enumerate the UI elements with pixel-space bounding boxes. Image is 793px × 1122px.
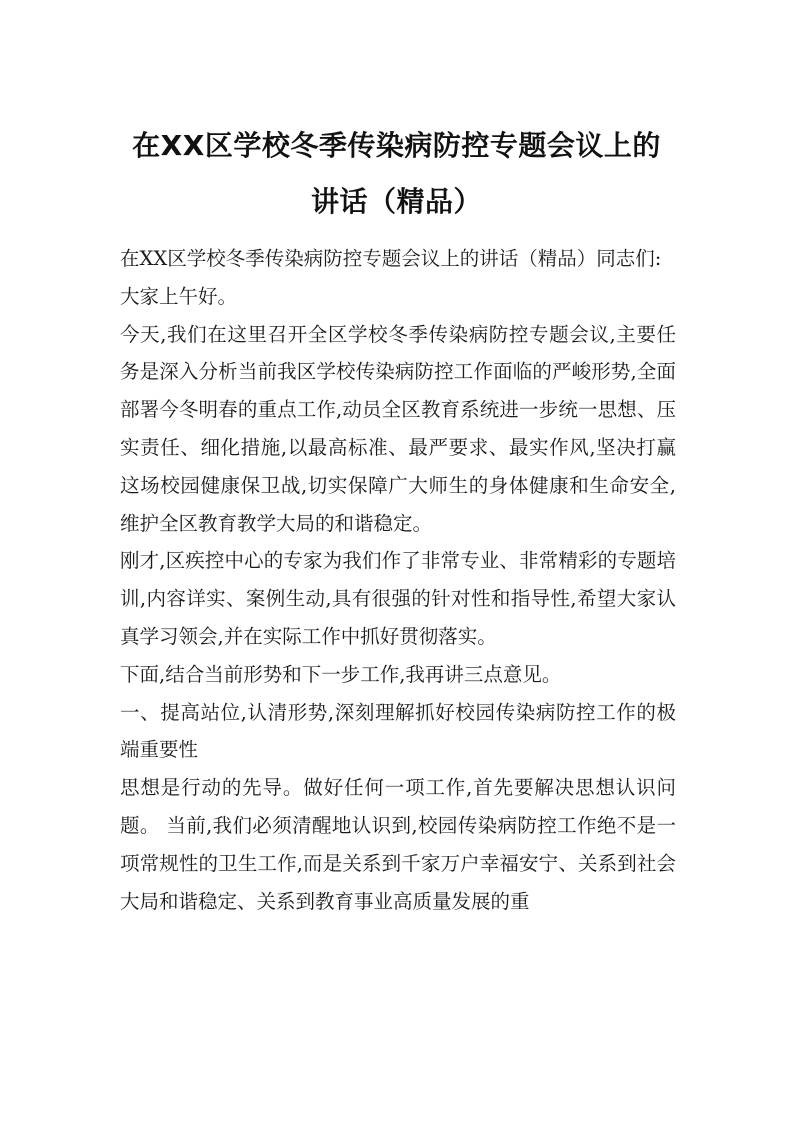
paragraph-greeting: 大家上午好。	[120, 284, 238, 308]
title-line-2: 讲话（精品）	[310, 185, 482, 218]
paragraph-training: 刚才,区疾控中心的专家为我们作了非常专业、非常精彩的专题培训,内容详实、案例生动,具有很强的针对性和指导性,希望大家认真学习领会,并在实际工作中抓好贯彻落实。	[120, 549, 676, 648]
paragraph-heading-repeat: 在XX区学校冬季传染病防控专题会议上的讲话（精品）同志们:	[120, 247, 662, 270]
paragraph-section-1: 思想是行动的先导。做好任何一项工作,首先要解决思想认识问题。 当前,我们必须清醒地认识到,校园传染病防控工作绝不是一项常规性的卫生工作,而是关系到千家万户幸福安宁、关系到社会大局和谐稳定、关系到教育事业高质量发展的重	[120, 776, 676, 913]
section-heading-1: 一、提高站位,认清形势,深刻理解抓好校园传染病防控工作的极端重要性	[120, 700, 676, 762]
document-body	[120, 240, 676, 920]
document-title	[110, 118, 683, 230]
paragraph-transition: 下面,结合当前形势和下一步工作,我再讲三点意见。	[120, 662, 562, 686]
paragraph-intro: 今天,我们在这里召开全区学校冬季传染病防控专题会议,主要任务是深入分析当前我区学校传染病防控工作面临的严峻形势,全面部署今冬明春的重点工作,动员全区教育系统进一步统一思想、压实责任、细化措施,以最高标准、最严要求、最实作风,坚决打赢这场校园健康保卫战,切实保障广大师生的身体健康和生命安全,维护全区教育教学大局的和谐稳定。	[120, 322, 676, 535]
title-line-1: 在XX区学校冬季传染病防控专题会议上的	[132, 129, 661, 162]
